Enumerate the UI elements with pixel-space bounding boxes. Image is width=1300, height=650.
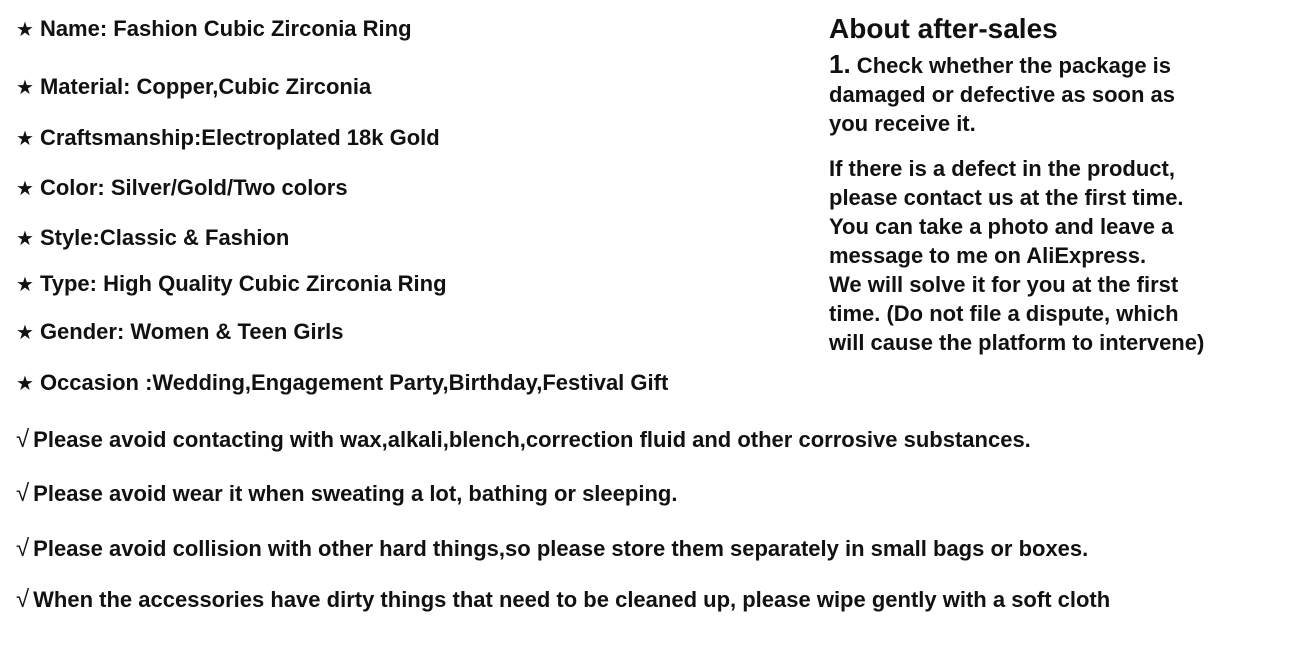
star-icon: ★: [16, 322, 34, 344]
star-icon: ★: [16, 274, 34, 296]
star-icon: ★: [16, 19, 34, 41]
star-icon: ★: [16, 373, 34, 395]
care-item: [16, 587, 1110, 613]
spec-item-type: [16, 271, 447, 298]
star-icon: ★: [16, 77, 34, 99]
care-text: Please avoid collision with other hard things,so please store them separately in small bags or boxes.: [33, 536, 1089, 561]
spec-text: Name: Fashion Cubic Zirconia Ring: [39, 16, 412, 41]
care-item: [16, 481, 677, 507]
checkmark-icon: √: [16, 480, 30, 507]
aftersales-step-1: [829, 50, 1289, 138]
care-text: When the accessories have dirty things that need to be cleaned up, please wipe gently with a soft cloth: [33, 587, 1111, 612]
spec-item-material: [16, 74, 371, 101]
spec-text: Type: High Quality Cubic Zirconia Ring: [39, 271, 447, 296]
spec-item-occasion: [16, 370, 668, 397]
star-icon: ★: [16, 128, 34, 150]
spec-text: Craftsmanship:Electroplated 18k Gold: [39, 125, 440, 150]
spec-item-style: [16, 225, 289, 252]
checkmark-icon: √: [16, 586, 30, 613]
spec-text: Style:Classic & Fashion: [39, 225, 290, 250]
step-text: Check whether the package is damaged or defective as soon as you receive it.: [829, 53, 1176, 136]
aftersales-title: About after-sales: [829, 13, 1058, 44]
checkmark-icon: √: [16, 535, 30, 562]
care-text: Please avoid contacting with wax,alkali,blench,correction fluid and other corrosive substances.: [33, 427, 1031, 452]
care-item: [16, 536, 1088, 562]
spec-text: Gender: Women & Teen Girls: [39, 319, 344, 344]
aftersales-defect-note: If there is a defect in the product, please contact us at the first time. You can take a photo and leave a message to me on AliExpress. We will solve it for you at the first time. (Do not file a dispute, which will cause the platform to intervene): [829, 156, 1205, 355]
spec-text: Material: Copper,Cubic Zirconia: [39, 74, 372, 99]
spec-item-name: [16, 16, 412, 43]
care-item: [16, 427, 1031, 453]
star-icon: ★: [16, 228, 34, 250]
care-text: Please avoid wear it when sweating a lot, bathing or sleeping.: [33, 481, 678, 506]
step-number: 1.: [829, 49, 851, 79]
spec-text: Color: Silver/Gold/Two colors: [39, 175, 348, 200]
spec-text: Occasion :Wedding,Engagement Party,Birthday,Festival Gift: [39, 370, 669, 395]
checkmark-icon: √: [16, 426, 30, 453]
star-icon: ★: [16, 178, 34, 200]
spec-item-color: [16, 175, 348, 202]
spec-item-craftsmanship: [16, 125, 440, 152]
aftersales-section: [829, 12, 1289, 357]
spec-item-gender: [16, 319, 344, 346]
